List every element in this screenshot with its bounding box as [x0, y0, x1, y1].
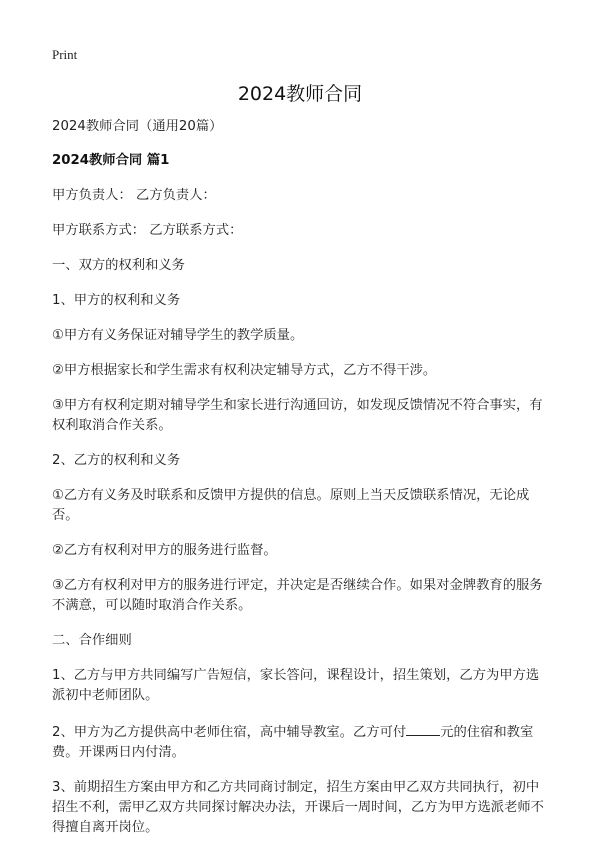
- fee-text-prefix: 2、甲方为乙方提供高中老师住宿，高中辅导教室。乙方可付: [52, 725, 407, 740]
- paragraph: ①乙方有义务及时联系和反馈甲方提供的信息。原则上当天反馈联系情况，无论成否。: [52, 488, 530, 523]
- paragraph-fee: [52, 721, 552, 763]
- paragraph: 甲方负责人： 乙方负责人：: [52, 188, 216, 203]
- paragraph: 1、甲方的权利和义务: [52, 293, 181, 308]
- paragraph: 3、前期招生方案由甲方和乙方共同商讨制定，招生方案由甲乙双方共同执行，初中招生不利，需甲乙双方共同探讨解决办法，开课后一周时间，乙方为甲方选派老师不得擅自离开岗位。: [52, 780, 544, 835]
- paragraph: 甲方联系方式： 乙方联系方式：: [52, 223, 243, 238]
- paragraph: ②乙方有权利对甲方的服务进行监督。: [52, 543, 277, 558]
- paragraph: 二、合作细则: [52, 633, 132, 648]
- document-subtitle: 2024教师合同（通用20篇）: [52, 119, 223, 134]
- paragraph: ③甲方有权利定期对辅导学生和家长进行沟通回访，如发现反馈情况不符合事实，有权利取消合作关系。: [52, 398, 543, 433]
- paragraph: ②甲方根据家长和学生需求有权利决定辅导方式，乙方不得干涉。: [52, 363, 437, 378]
- paragraph: 2、乙方的权利和义务: [52, 453, 181, 468]
- fee-blank: [406, 721, 440, 736]
- paragraph: 1、乙方与甲方共同编写广告短信，家长答问，课程设计，招生策划，乙方为甲方选派初中老师团队。: [52, 668, 540, 703]
- fee-text-suffix: 元的住宿和教室费。开课两日内付清。: [52, 725, 534, 760]
- document-body: [52, 117, 552, 853]
- paragraph: ③乙方有权利对甲方的服务进行评定，并决定是否继续合作。如果对金牌教育的服务不满意，可以随时取消合作关系。: [52, 578, 543, 613]
- paragraph: ①甲方有义务保证对辅导学生的教学质量。: [52, 328, 304, 343]
- document-title: 2024教师合同: [237, 83, 363, 105]
- section-heading: 2024教师合同 篇1: [52, 153, 170, 168]
- print-link[interactable]: Print: [52, 47, 78, 62]
- paragraph: 一、双方的权利和义务: [52, 258, 185, 273]
